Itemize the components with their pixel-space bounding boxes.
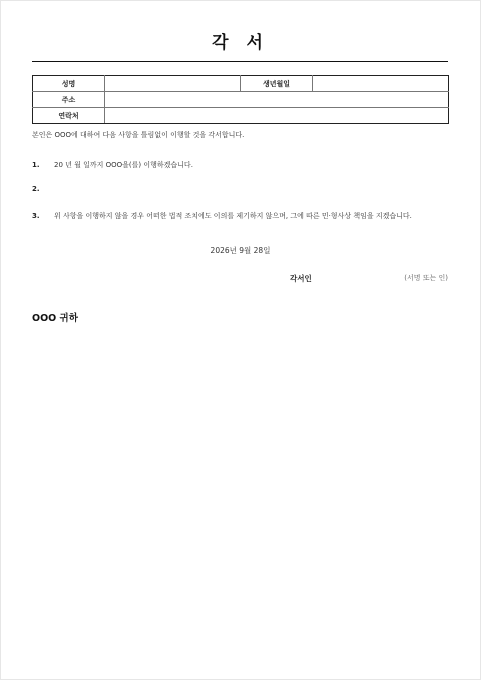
contact-label: 연락처 xyxy=(33,108,105,124)
document-title: 각 서 xyxy=(212,33,269,53)
signature-note: (서명 또는 인) xyxy=(404,274,448,282)
title-divider xyxy=(32,61,448,62)
birth-date-field[interactable] xyxy=(313,76,449,92)
list-item xyxy=(32,160,193,170)
item-number: 3. xyxy=(32,212,40,220)
table-row xyxy=(33,92,449,108)
name-label: 성명 xyxy=(33,76,105,92)
item-text: 20 년 월 일까지 OOO을(를) 이행하겠습니다. xyxy=(54,161,193,169)
item-number: 2. xyxy=(32,185,40,193)
list-item xyxy=(32,185,54,193)
table-row xyxy=(33,108,449,124)
intro-statement: 본인은 OOO에 대하여 다음 사항을 틀림없이 이행할 것을 각서합니다. xyxy=(32,131,245,139)
item-text: 위 사항을 이행하지 않을 경우 어떠한 법적 조치에도 이의를 제기하지 않으며, 그에 따른 민·형사상 책임을 지겠습니다. xyxy=(54,212,412,220)
item-number: 1. xyxy=(32,161,40,169)
contact-field[interactable] xyxy=(105,108,449,124)
table-row xyxy=(33,76,449,92)
name-field[interactable] xyxy=(105,76,241,92)
list-item xyxy=(32,211,412,221)
address-field[interactable] xyxy=(105,92,449,108)
personal-info-table xyxy=(32,75,449,124)
addressee: OOO 귀하 xyxy=(32,313,78,324)
document-date: 2026년 9월 28일 xyxy=(210,246,271,255)
signer-label: 각서인 xyxy=(290,274,312,283)
birth-date-label: 생년월일 xyxy=(241,76,313,92)
address-label: 주소 xyxy=(33,92,105,108)
